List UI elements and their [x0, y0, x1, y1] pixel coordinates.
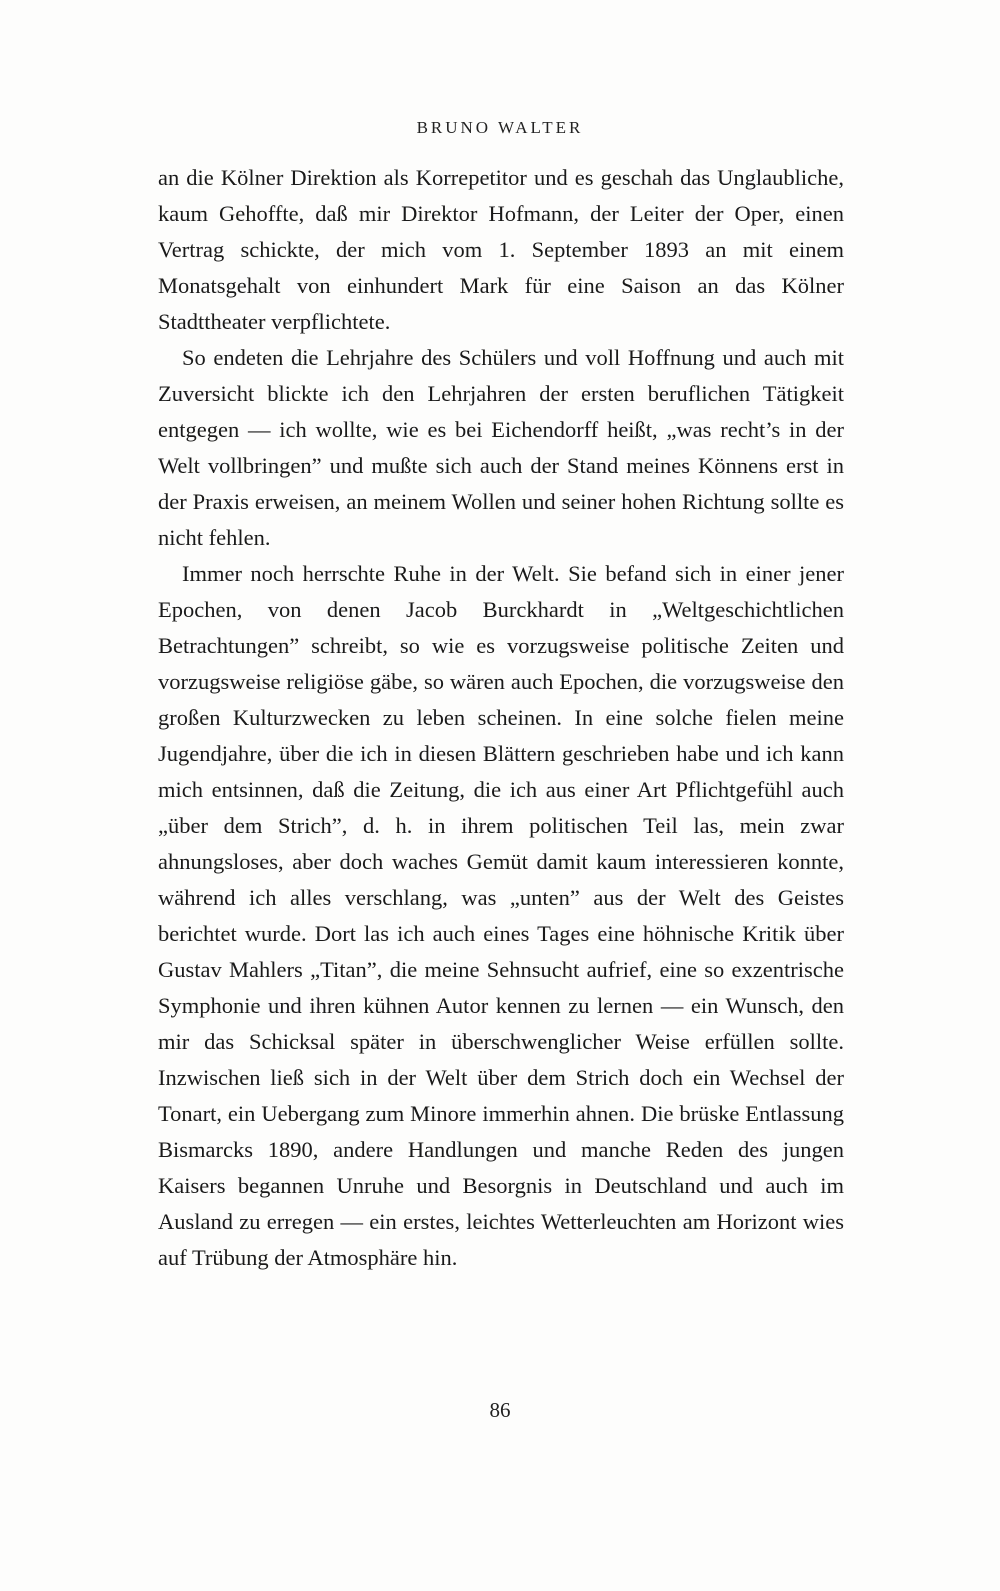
page-number: 86 [489, 1398, 511, 1422]
paragraph-3: Immer noch herrschte Ruhe in der Welt. Sie befand sich in einer jener Epochen, von denen Jacob Burckhardt in „Weltgeschichtlichen Betrachtungen” schreibt, so wie es vorzugsweise politische Zeiten und vorzugsweise religiöse gäbe, so wären auch Epochen, die vorzugsweise den großen Kulturzwecken zu leben scheinen. In eine solche fielen meine Jugendjahre, über die ich in diesen Blättern geschrieben habe und ich kann mich entsinnen, daß die Zeitung, die ich aus einer Art Pflichtgefühl auch „über dem Strich”, d. h. in ihrem politischen Teil las, mein zwar ahnungsloses, aber doch waches Gemüt damit kaum interessieren konnte, während ich alles verschlang, was „unten” aus der Welt des Geistes berichtet wurde. Dort las ich auch eines Tages eine höhnische Kritik über Gustav Mahlers „Titan”, die meine Sehnsucht aufrief, eine so exzentrische Symphonie und ihren kühnen Autor kennen zu lernen — ein Wunsch, den mir das Schicksal später in überschwenglicher Weise erfüllen sollte. Inzwischen ließ sich in der Welt über dem Strich doch ein Wechsel der Tonart, ein Uebergang zum Minore immerhin ahnen. Die brüske Entlassung Bismarcks 1890, andere Handlungen und manche Reden des jungen Kaisers begannen Unruhe und Besorgnis in Deutschland und auch im Ausland zu erregen — ein erstes, leichtes Wetterleuchten am Horizont wies auf Trübung der Atmosphäre hin. [158, 561, 844, 1270]
running-head: BRUNO WALTER [416, 118, 584, 137]
paragraph-2: So endeten die Lehrjahre des Schülers und voll Hoffnung und auch mit Zuversicht blickte ich den Lehrjahren der ersten beruflichen Tätigkeit entgegen — ich wollte, wie es bei Eichendorff heißt, „was recht’s in der Welt vollbringen” und mußte sich auch der Stand meines Könnens erst in der Praxis erweisen, an meinem Wollen und seiner hohen Richtung sollte es nicht fehlen. [158, 345, 844, 550]
paragraph-1: an die Kölner Direktion als Korrepetitor und es geschah das Unglaubliche, kaum Gehoffte, daß mir Direktor Hofmann, der Leiter der Oper, einen Vertrag schickte, der mich vom 1. September 1893 an mit einem Monatsgehalt von einhundert Mark für eine Saison an das Kölner Stadttheater verpflichtete. [158, 165, 844, 334]
body-text [158, 160, 844, 1276]
